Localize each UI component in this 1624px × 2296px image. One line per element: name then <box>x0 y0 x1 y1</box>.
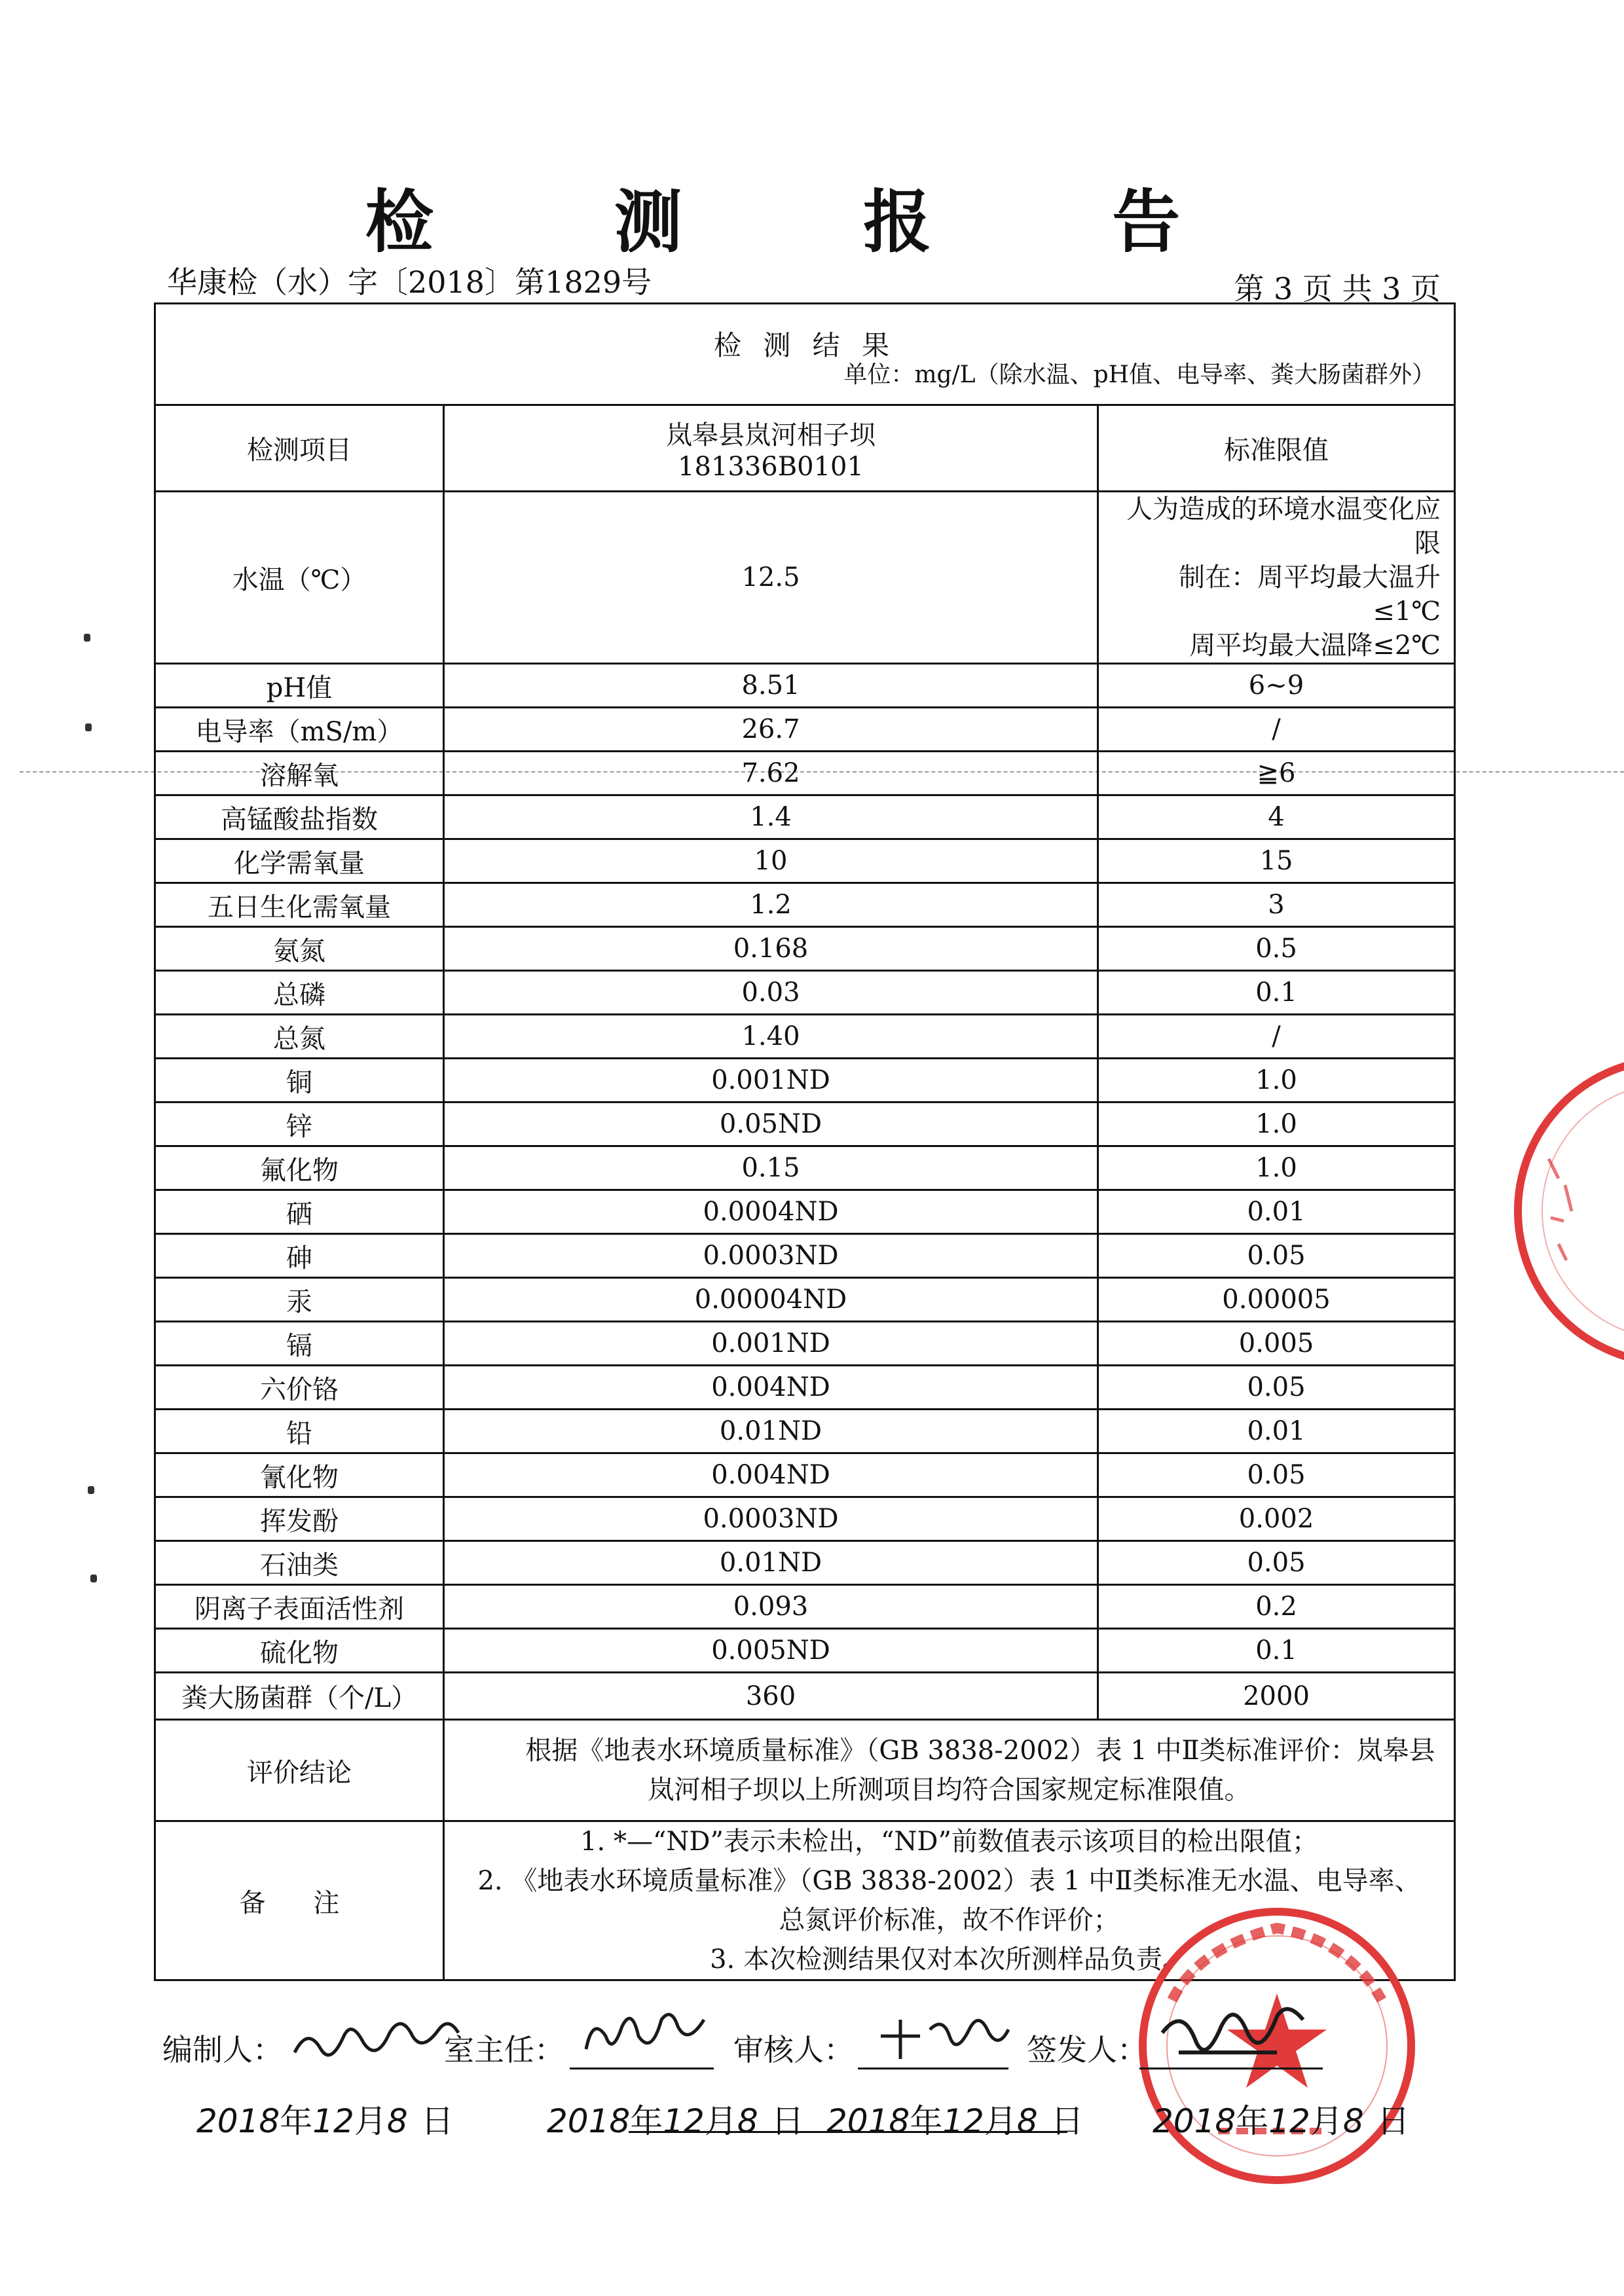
table-row <box>155 752 1455 795</box>
date-year: 2018 <box>547 2102 631 2140</box>
month-suffix: 月 <box>354 2102 387 2140</box>
item-value: 0.001ND <box>444 1322 1098 1366</box>
item-limit: 1.0 <box>1098 1102 1455 1146</box>
item-name: 氟化物 <box>155 1146 444 1190</box>
scan-speck <box>84 634 90 642</box>
item-value: 8.51 <box>444 664 1098 708</box>
date-month: 12 <box>1268 2102 1310 2140</box>
remark-item: 总氮评价标准，故不作评价； <box>779 1905 1120 1935</box>
item-limit: / <box>1098 1015 1455 1059</box>
issuer-date <box>1153 2095 1410 2142</box>
date-month: 12 <box>312 2102 354 2140</box>
item-name: 高锰酸盐指数 <box>155 795 444 839</box>
scan-speck <box>90 1575 97 1582</box>
table-row <box>155 1366 1455 1410</box>
year-suffix: 年 <box>280 2102 313 2140</box>
table-row <box>155 1410 1455 1453</box>
item-limit: 0.00005 <box>1098 1278 1455 1322</box>
date-month: 12 <box>942 2102 984 2140</box>
table-header <box>155 304 1455 405</box>
limit-line: 制在：周平均最大温升≤1℃ <box>1179 562 1441 627</box>
item-name: 氰化物 <box>155 1453 444 1497</box>
item-name: 挥发酚 <box>155 1497 444 1541</box>
remark-item: 1. *—“ND”表示未检出，“ND”前数值表示该项目的检出限值； <box>580 1827 1318 1857</box>
column-header-site <box>444 405 1098 492</box>
date-day: 8 <box>1342 2102 1364 2140</box>
item-limit: 1.0 <box>1098 1146 1455 1190</box>
item-name: 阴离子表面活性剂 <box>155 1585 444 1629</box>
preparer-label: 编制人： <box>162 2032 283 2068</box>
date-day: 8 <box>386 2102 408 2140</box>
table-title: 检 测 结 果 <box>713 329 896 361</box>
item-name: 汞 <box>155 1278 444 1322</box>
table-row <box>155 1102 1455 1146</box>
item-value: 0.005ND <box>444 1629 1098 1673</box>
table-row <box>155 1673 1455 1720</box>
conclusion-text: 根据《地表水环境质量标准》（GB 3838-2002）表 1 中Ⅱ类标准评价：岚皋县岚河相子坝以上所测项目均符合国家规定标准限值。 <box>444 1720 1455 1821</box>
director-date <box>547 2095 804 2142</box>
item-limit: 0.01 <box>1098 1190 1455 1234</box>
date-day: 8 <box>1016 2102 1038 2140</box>
item-value: 0.004ND <box>444 1453 1098 1497</box>
page-info: 第 3 页 共 3 页 <box>1234 271 1441 306</box>
item-value: 0.15 <box>444 1146 1098 1190</box>
item-limit: 1.0 <box>1098 1059 1455 1102</box>
item-name: 电导率（mS/m） <box>155 708 444 752</box>
item-value: 0.0003ND <box>444 1234 1098 1278</box>
item-name: 总磷 <box>155 971 444 1015</box>
report-title: 检 测 报 告 <box>365 181 1259 262</box>
item-limit: 15 <box>1098 839 1455 883</box>
reviewer-signature <box>871 2010 1015 2069</box>
table-row <box>155 1015 1455 1059</box>
item-value: 12.5 <box>444 492 1098 664</box>
item-value: 0.001ND <box>444 1059 1098 1102</box>
item-limit: 0.2 <box>1098 1585 1455 1629</box>
signature-line <box>858 2068 1008 2069</box>
table-row <box>155 1278 1455 1322</box>
site-code: 181336B0101 <box>678 452 864 482</box>
preparer-date <box>196 2095 454 2142</box>
reviewer-label: 审核人： <box>733 2032 854 2068</box>
scan-speck <box>88 1486 94 1494</box>
item-name: 水温（℃） <box>155 492 444 664</box>
item-value: 0.01ND <box>444 1541 1098 1585</box>
item-name: pH值 <box>155 664 444 708</box>
item-value: 0.0004ND <box>444 1190 1098 1234</box>
table-row <box>155 1059 1455 1102</box>
item-name: 硒 <box>155 1190 444 1234</box>
item-limit <box>1098 492 1455 664</box>
item-value: 0.01ND <box>444 1410 1098 1453</box>
table-row <box>155 971 1455 1015</box>
item-value: 0.168 <box>444 927 1098 971</box>
item-value: 0.0003ND <box>444 1497 1098 1541</box>
item-value: 0.093 <box>444 1585 1098 1629</box>
table-row <box>155 1497 1455 1541</box>
item-name: 铜 <box>155 1059 444 1102</box>
item-name: 硫化物 <box>155 1629 444 1673</box>
remark-item: 3. 本次检测结果仅对本次所测样品负责。 <box>710 1944 1189 1975</box>
item-name: 石油类 <box>155 1541 444 1585</box>
date-year: 2018 <box>826 2102 910 2140</box>
date-month: 12 <box>663 2102 705 2140</box>
item-limit: 0.05 <box>1098 1453 1455 1497</box>
item-limit: 0.005 <box>1098 1322 1455 1366</box>
table-row <box>155 1322 1455 1366</box>
remark-item: 2. 《地表水环境质量标准》（GB 3838-2002）表 1 中Ⅱ类标准无水温、电导率、 <box>477 1866 1421 1896</box>
item-name: 锌 <box>155 1102 444 1146</box>
item-limit: 0.002 <box>1098 1497 1455 1541</box>
limit-line: 人为造成的环境水温变化应限 <box>1126 494 1441 558</box>
item-value: 0.00004ND <box>444 1278 1098 1322</box>
item-name: 五日生化需氧量 <box>155 883 444 927</box>
table-row <box>155 1234 1455 1278</box>
item-value: 1.2 <box>444 883 1098 927</box>
date-year: 2018 <box>1153 2102 1236 2140</box>
date-year: 2018 <box>196 2102 280 2140</box>
item-value: 0.05ND <box>444 1102 1098 1146</box>
item-name: 粪大肠菌群（个/L） <box>155 1673 444 1720</box>
table-row <box>155 1190 1455 1234</box>
table-row <box>155 1146 1455 1190</box>
month-suffix: 月 <box>1310 2102 1343 2140</box>
item-name: 铅 <box>155 1410 444 1453</box>
item-name: 氨氮 <box>155 927 444 971</box>
date-day: 8 <box>737 2102 758 2140</box>
table-row <box>155 795 1455 839</box>
item-limit: 0.05 <box>1098 1366 1455 1410</box>
month-suffix: 月 <box>984 2102 1017 2140</box>
item-limit: 0.05 <box>1098 1234 1455 1278</box>
table-row <box>155 1541 1455 1585</box>
item-name: 镉 <box>155 1322 444 1366</box>
item-name: 总氮 <box>155 1015 444 1059</box>
item-name: 六价铬 <box>155 1366 444 1410</box>
day-suffix: 日 <box>1376 2102 1410 2140</box>
table-row <box>155 927 1455 971</box>
month-suffix: 月 <box>704 2102 737 2140</box>
scan-speck <box>85 723 92 731</box>
column-header-item: 检测项目 <box>155 405 444 492</box>
table-row <box>155 1585 1455 1629</box>
item-limit: 0.1 <box>1098 1629 1455 1673</box>
conclusion-label: 评价结论 <box>155 1720 444 1821</box>
item-limit: / <box>1098 708 1455 752</box>
director-signature <box>576 2010 720 2069</box>
partial-seal-stamp <box>1486 1054 1624 1368</box>
item-limit: 0.5 <box>1098 927 1455 971</box>
day-suffix: 日 <box>420 2102 454 2140</box>
item-value: 360 <box>444 1673 1098 1720</box>
item-limit: 4 <box>1098 795 1455 839</box>
item-limit: 3 <box>1098 883 1455 927</box>
director-label: 室主任： <box>444 2032 564 2068</box>
table-row <box>155 1453 1455 1497</box>
table-row <box>155 664 1455 708</box>
year-suffix: 年 <box>1236 2102 1269 2140</box>
year-suffix: 年 <box>630 2102 663 2140</box>
item-value: 26.7 <box>444 708 1098 752</box>
item-value: 10 <box>444 839 1098 883</box>
signature-line <box>1139 2068 1323 2069</box>
item-limit: 2000 <box>1098 1673 1455 1720</box>
results-table <box>154 302 1456 1981</box>
item-limit: ≧6 <box>1098 752 1455 795</box>
item-limit: 0.05 <box>1098 1541 1455 1585</box>
table-row <box>155 1629 1455 1673</box>
item-name: 溶解氧 <box>155 752 444 795</box>
item-limit: 0.1 <box>1098 971 1455 1015</box>
item-value: 0.03 <box>444 971 1098 1015</box>
document-number: 华康检（水）字〔2018〕第1829号 <box>167 264 652 300</box>
item-limit: 0.01 <box>1098 1410 1455 1453</box>
day-suffix: 日 <box>771 2102 804 2140</box>
item-name: 砷 <box>155 1234 444 1278</box>
year-suffix: 年 <box>910 2102 943 2140</box>
table-row <box>155 883 1455 927</box>
signature-line <box>570 2068 714 2069</box>
limit-line: 周平均最大温降≤2℃ <box>1189 630 1441 661</box>
item-limit: 6~9 <box>1098 664 1455 708</box>
unit-note: 单位：mg/L（除水温、pH值、电导率、粪大肠菌群外） <box>843 361 1436 388</box>
column-header-limit: 标准限值 <box>1098 405 1455 492</box>
site-name: 岚皋县岚河相子坝 <box>666 420 876 450</box>
table-row <box>155 708 1455 752</box>
item-value: 0.004ND <box>444 1366 1098 1410</box>
item-value: 7.62 <box>444 752 1098 795</box>
item-value: 1.4 <box>444 795 1098 839</box>
item-value: 1.40 <box>444 1015 1098 1059</box>
day-suffix: 日 <box>1050 2102 1084 2140</box>
issuer-signature <box>1153 2000 1323 2072</box>
reviewer-date <box>826 2095 1084 2142</box>
table-row <box>155 839 1455 883</box>
issuer-label: 签发人： <box>1027 2032 1147 2068</box>
item-name: 化学需氧量 <box>155 839 444 883</box>
table-row <box>155 492 1455 664</box>
data-rows <box>155 664 1455 1720</box>
remarks-label: 备 注 <box>155 1821 444 1980</box>
